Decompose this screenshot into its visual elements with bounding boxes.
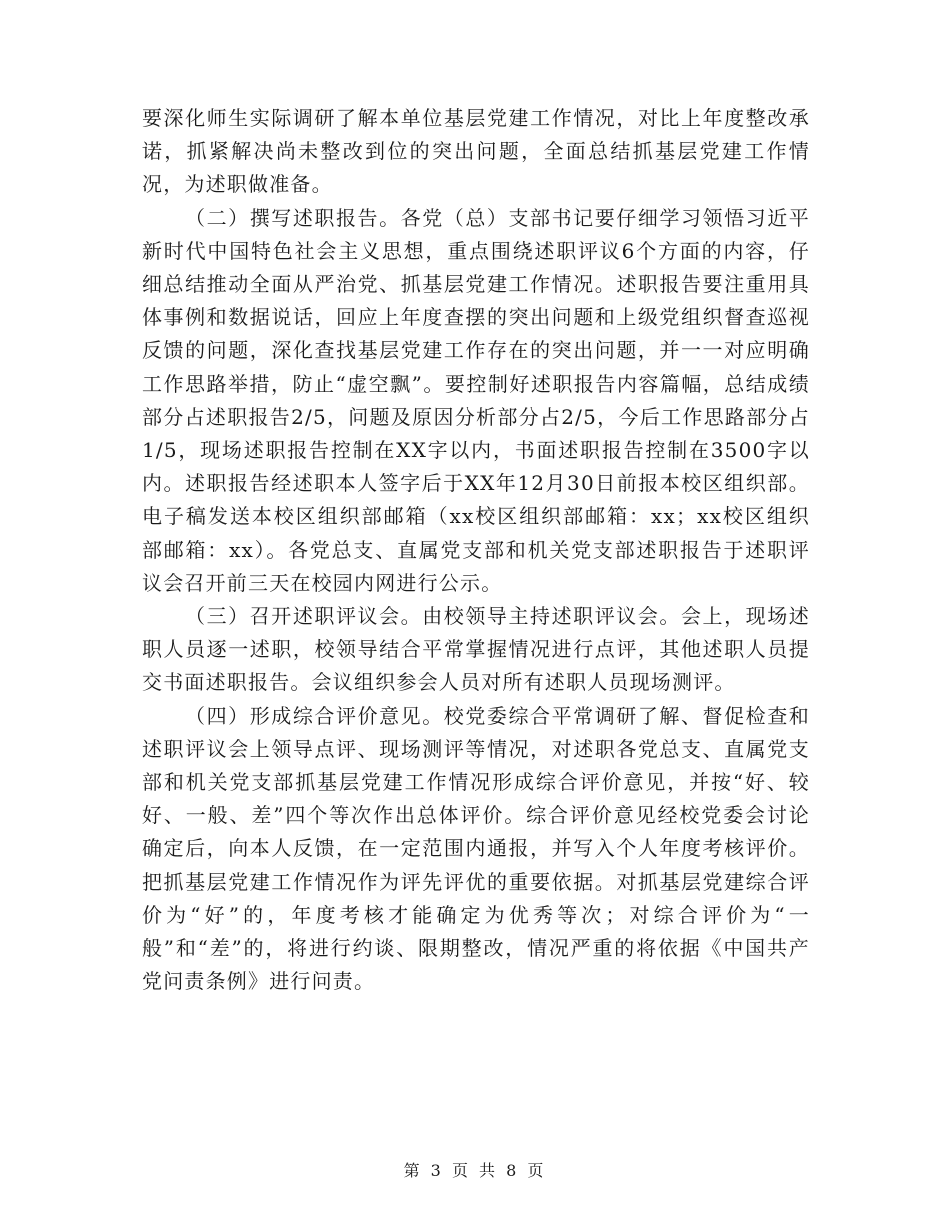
paragraph-review-meeting: （三）召开述职评议会。由校领导主持述职评议会。会上，现场述职人员逐一述职，校领导结合平常掌握情况进行点评，其他述职人员提交书面述职报告。会议组织参会人员对所有述职人员现场测评。 xyxy=(142,604,810,695)
page-number-footer: 第 3 页 共 8 页 xyxy=(403,1161,547,1180)
document-body xyxy=(142,102,810,998)
paragraph-write-report: （二）撰写述职报告。各党（总）支部书记要仔细学习领悟习近平新时代中国特色社会主义思想，重点围绕述职评议6个方面的内容，仔细总结推动全面从严治党、抓基层党建工作情况。述职报告要注重用具体事例和数据说话，回应上年度查摆的突出问题和上级党组织督查巡视反馈的问题，深化查找基层党建工作存在的突出问题，并一一对应明确工作思路举措，防止“虚空飘”。要控制好述职报告内容篇幅，总结成绩部分占述职报告2/5，问题及原因分析部分占2/5，今后工作思路部分占1/5，现场述职报告控制在XX字以内，书面述职报告控制在3500字以内。述职报告经述职本人签字后于XX年12月30日前报本校区组织部。电子稿发送本校区组织部邮箱（xx校区组织部邮箱：xx；xx校区组织部邮箱：xx）。各党总支、直属党支部和机关党支部述职报告于述职评议会召开前三天在校园内网进行公示。 xyxy=(142,205,810,595)
paragraph-continuation: 要深化师生实际调研了解本单位基层党建工作情况，对比上年度整改承诺，抓紧解决尚未整改到位的突出问题，全面总结抓基层党建工作情况，为述职做准备。 xyxy=(142,106,810,197)
paragraph-evaluation: （四）形成综合评价意见。校党委综合平常调研了解、督促检查和述职评议会上领导点评、现场测评等情况，对述职各党总支、直属党支部和机关党支部抓基层党建工作情况形成综合评价意见，并按“好、较好、一般、差”四个等次作出总体评价。综合评价意见经校党委会讨论确定后，向本人反馈，在一定范围内通报，并写入个人年度考核评价。把抓基层党建工作情况作为评先评优的重要依据。对抓基层党建综合评价为“好”的，年度考核才能确定为优秀等次；对综合评价为“一般”和“差”的，将进行约谈、限期整改，情况严重的将依据《中国共产党问责条例》进行问责。 xyxy=(142,703,810,994)
